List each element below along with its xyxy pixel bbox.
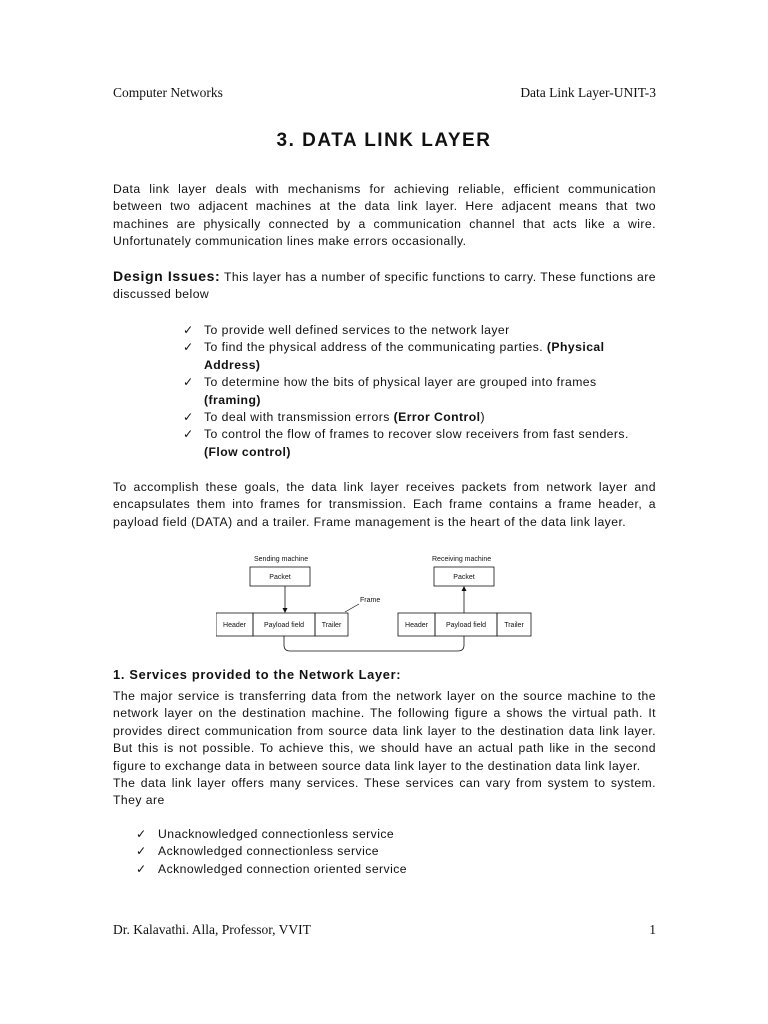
design-issues-label: Design Issues: — [113, 268, 221, 284]
page-header — [113, 85, 656, 101]
check-icon: ✓ — [136, 827, 147, 841]
down-arrow-head — [283, 608, 288, 613]
design-issues-paragraph — [113, 268, 656, 304]
list-item: ✓ To provide well defined services to the network layer — [183, 322, 657, 339]
header-course: Computer Networks — [113, 85, 223, 100]
header-unit: Data Link Layer-UNIT-3 — [520, 85, 656, 100]
check-icon: ✓ — [183, 427, 194, 442]
receiving-trailer-label: Trailer — [504, 622, 524, 629]
sending-packet-label: Packet — [269, 574, 291, 581]
design-functions-list — [183, 322, 657, 461]
receiving-payload-label: Payload field — [445, 622, 487, 629]
sending-trailer-label: Trailer — [321, 622, 342, 629]
check-icon: ✓ — [183, 340, 194, 355]
receiving-packet-label: Packet — [453, 574, 475, 581]
check-icon: ✓ — [183, 375, 194, 390]
receiving-header-label: Header — [405, 622, 428, 629]
intro-paragraph: Data link layer deals with mechanisms for achieving reliable, efficient communication between two adjacent machines at the data link layer. Here adjacent means that two machines are physically connected by a communication channel that acts like a wire. Unfortunately communication lines make errors occasionally. — [113, 182, 656, 249]
check-icon: ✓ — [136, 861, 147, 876]
page-title: 3. DATA LINK LAYER — [276, 130, 492, 151]
services-paragraph: The major service is transferring data from the network layer on the source machine to the network layer on the destination machine. The following figure a shows the virtual path. It provides direct communication from source data link layer to the destination data link layer. But this is not possible. To achieve this, we should have an actual path like in the second figure to exchange data in between source data link layer to the destination data link layer. The data link layer offers many services. These services can vary from system to system. They are — [113, 689, 656, 808]
footer-author: Dr. Kalavathi. Alla, Professor, VVIT — [113, 922, 311, 937]
sending-payload-label: Payload field — [263, 622, 305, 629]
up-arrow-head — [462, 586, 467, 591]
list-item: ✓ Unacknowledged connectionless service — [136, 826, 407, 843]
frame-connector-path — [284, 636, 464, 651]
design-issues-text: This layer has a number of specific functions to carry. These functions are discussed below — [113, 270, 656, 302]
frame-diagram — [216, 552, 536, 656]
list-item: ✓ Acknowledged connection oriented service — [136, 861, 407, 878]
sending-machine-label: Sending machine — [254, 556, 309, 563]
list-item: ✓ To determine how the bits of physical layer are grouped into frames (framing) — [183, 375, 597, 407]
page-number: 1 — [649, 922, 656, 937]
frame-label: Frame — [360, 597, 381, 604]
check-icon: ✓ — [136, 844, 147, 859]
check-icon: ✓ — [183, 410, 194, 425]
list-item: ✓ To deal with transmission errors (Error Control) — [183, 409, 657, 426]
frame-pointer-line — [345, 604, 359, 612]
list-item: ✓ Acknowledged connectionless service — [136, 843, 407, 860]
page-footer — [113, 922, 656, 938]
section-heading: 1. Services provided to the Network Layer: — [113, 667, 402, 682]
sending-header-label: Header — [223, 622, 246, 629]
services-list — [136, 826, 407, 878]
frame-paragraph: To accomplish these goals, the data link layer receives packets from network layer and encapsulates them into frames for transmission. Each frame contains a frame header, a payload field (DATA) and a trailer. Frame management is the heart of the data link layer. — [113, 480, 656, 529]
list-item: ✓ To find the physical address of the communicating parties. (Physical Address) — [183, 340, 605, 372]
check-icon: ✓ — [183, 323, 194, 337]
receiving-machine-label: Receiving machine — [432, 556, 492, 563]
list-item: ✓ To control the flow of frames to recover slow receivers from fast senders. (Flow control) — [183, 427, 629, 459]
